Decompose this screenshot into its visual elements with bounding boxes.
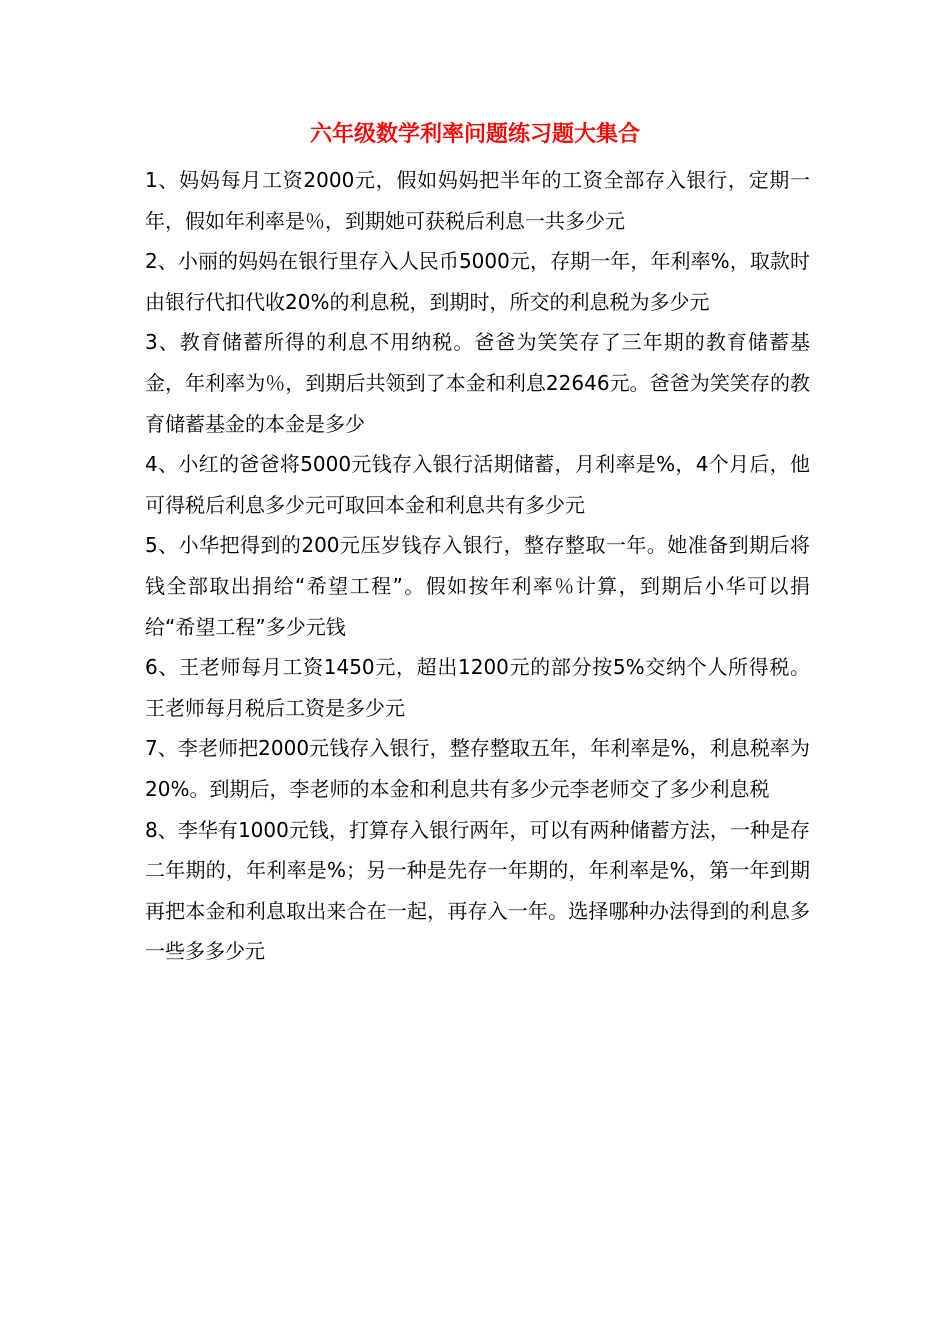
question-2: 2、小丽的妈妈在银行里存入人民币5000元，存期一年，年利率%，取款时由银行代扣代收20%的利息税，到期时，所交的利息税为多少元 [145,249,810,314]
question-3: 3、教育储蓄所得的利息不用纳税。爸爸为笑笑存了三年期的教育储蓄基金，年利率为％，到期后共领到了本金和利息22646元。爸爸为笑笑存的教育储蓄基金的本金是多少 [145,330,810,436]
question-7: 7、李老师把2000元钱存入银行，整存整取五年，年利率是%，利息税率为20%。到期后，李老师的本金和利息共有多少元李老师交了多少利息税 [145,736,810,801]
question-5: 5、小华把得到的200元压岁钱存入银行，整存整取一年。她准备到期后将钱全部取出捐给“希望工程”。假如按年利率％计算，到期后小华可以捐给“希望工程”多少元钱 [145,533,810,639]
document-title: 六年级数学利率问题练习题大集合 [309,122,640,147]
question-8: 8、李华有1000元钱，打算存入银行两年，可以有两种储蓄方法，一种是存二年期的，年利率是%；另一种是先存一年期的，年利率是%，第一年到期再把本金和利息取出来合在一起，再存入一年。选择哪种办法得到的利息多一些多多少元 [145,817,810,964]
question-1: 1、妈妈每月工资2000元，假如妈妈把半年的工资全部存入银行，定期一年，假如年利率是％，到期她可获税后利息一共多少元 [145,168,810,233]
question-6: 6、王老师每月工资1450元，超出1200元的部分按5%交纳个人所得税。王老师每月税后工资是多少元 [145,655,810,720]
question-list [145,160,810,972]
question-4: 4、小红的爸爸将5000元钱存入银行活期储蓄，月利率是%，4个月后，他可得税后利息多少元可取回本金和利息共有多少元 [145,452,810,517]
